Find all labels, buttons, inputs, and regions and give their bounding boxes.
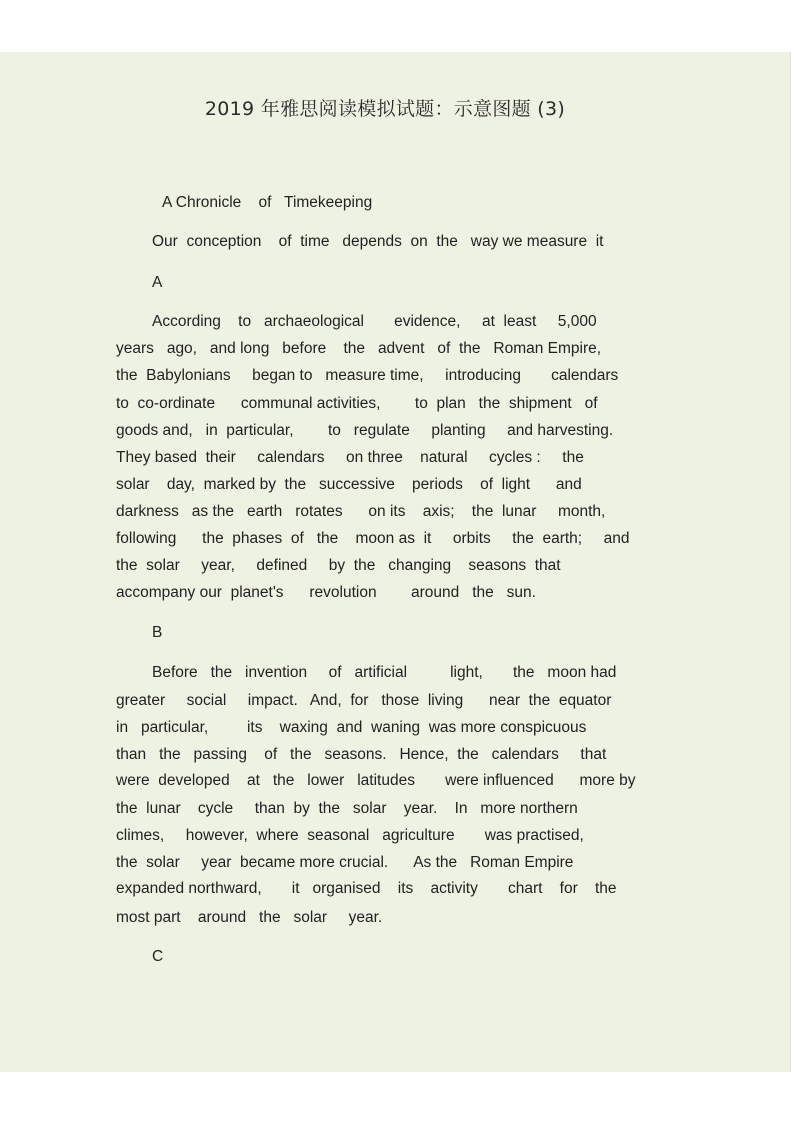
section-label-a: A: [152, 274, 163, 291]
paragraph-a-line: to co-ordinate communal activities, to plan the shipment of: [116, 395, 598, 412]
paragraph-a-line: They based their calendars on three natural cycles : the: [116, 449, 584, 466]
paragraph-a-line: According to archaeological evidence, at least 5,000: [152, 313, 597, 330]
paragraph-b-line: expanded northward, it organised its activity chart for the: [116, 880, 617, 897]
paragraph-a-line: solar day, marked by the successive periods of light and: [116, 476, 582, 493]
paragraph-b-line: in particular, its waxing and waning was more conspicuous: [116, 719, 587, 736]
section-label-b: B: [152, 624, 163, 641]
paragraph-a-line: the Babylonians began to measure time, introducing calendars: [116, 367, 619, 384]
paragraph-b-line: the lunar cycle than by the solar year. In more northern: [116, 800, 578, 817]
paragraph-b-line: climes, however, where seasonal agriculture was practised,: [116, 827, 584, 844]
paragraph-a-line: darkness as the earth rotates on its axis; the lunar month,: [116, 503, 606, 520]
article-intro: Our conception of time depends on the way we measure it: [152, 233, 604, 250]
paragraph-b-line: most part around the solar year.: [116, 909, 383, 926]
paragraph-b-line: Before the invention of artificial light, the moon had: [152, 664, 617, 681]
paragraph-b-line: than the passing of the seasons. Hence, the calendars that: [116, 746, 607, 763]
paragraph-a-line: following the phases of the moon as it orbits the earth; and: [116, 530, 630, 547]
section-label-c: C: [152, 948, 164, 965]
paragraph-a-line: goods and, in particular, to regulate planting and harvesting.: [116, 422, 614, 439]
article-subtitle: A Chronicle of Timekeeping: [162, 194, 373, 211]
paragraph-b-line: the solar year became more crucial. As the Roman Empire: [116, 854, 574, 871]
paragraph-b-line: were developed at the lower latitudes were influenced more by: [116, 772, 636, 789]
paragraph-b-line: greater social impact. And, for those living near the equator: [116, 692, 612, 709]
paragraph-a-line: the solar year, defined by the changing seasons that: [116, 557, 561, 574]
document-title: 2019 年雅思阅读模拟试题：示意图题 (3): [204, 98, 566, 120]
paragraph-a-line: accompany our planet's revolution around the sun.: [116, 584, 536, 601]
paragraph-a-line: years ago, and long before the advent of the Roman Empire,: [116, 340, 602, 357]
